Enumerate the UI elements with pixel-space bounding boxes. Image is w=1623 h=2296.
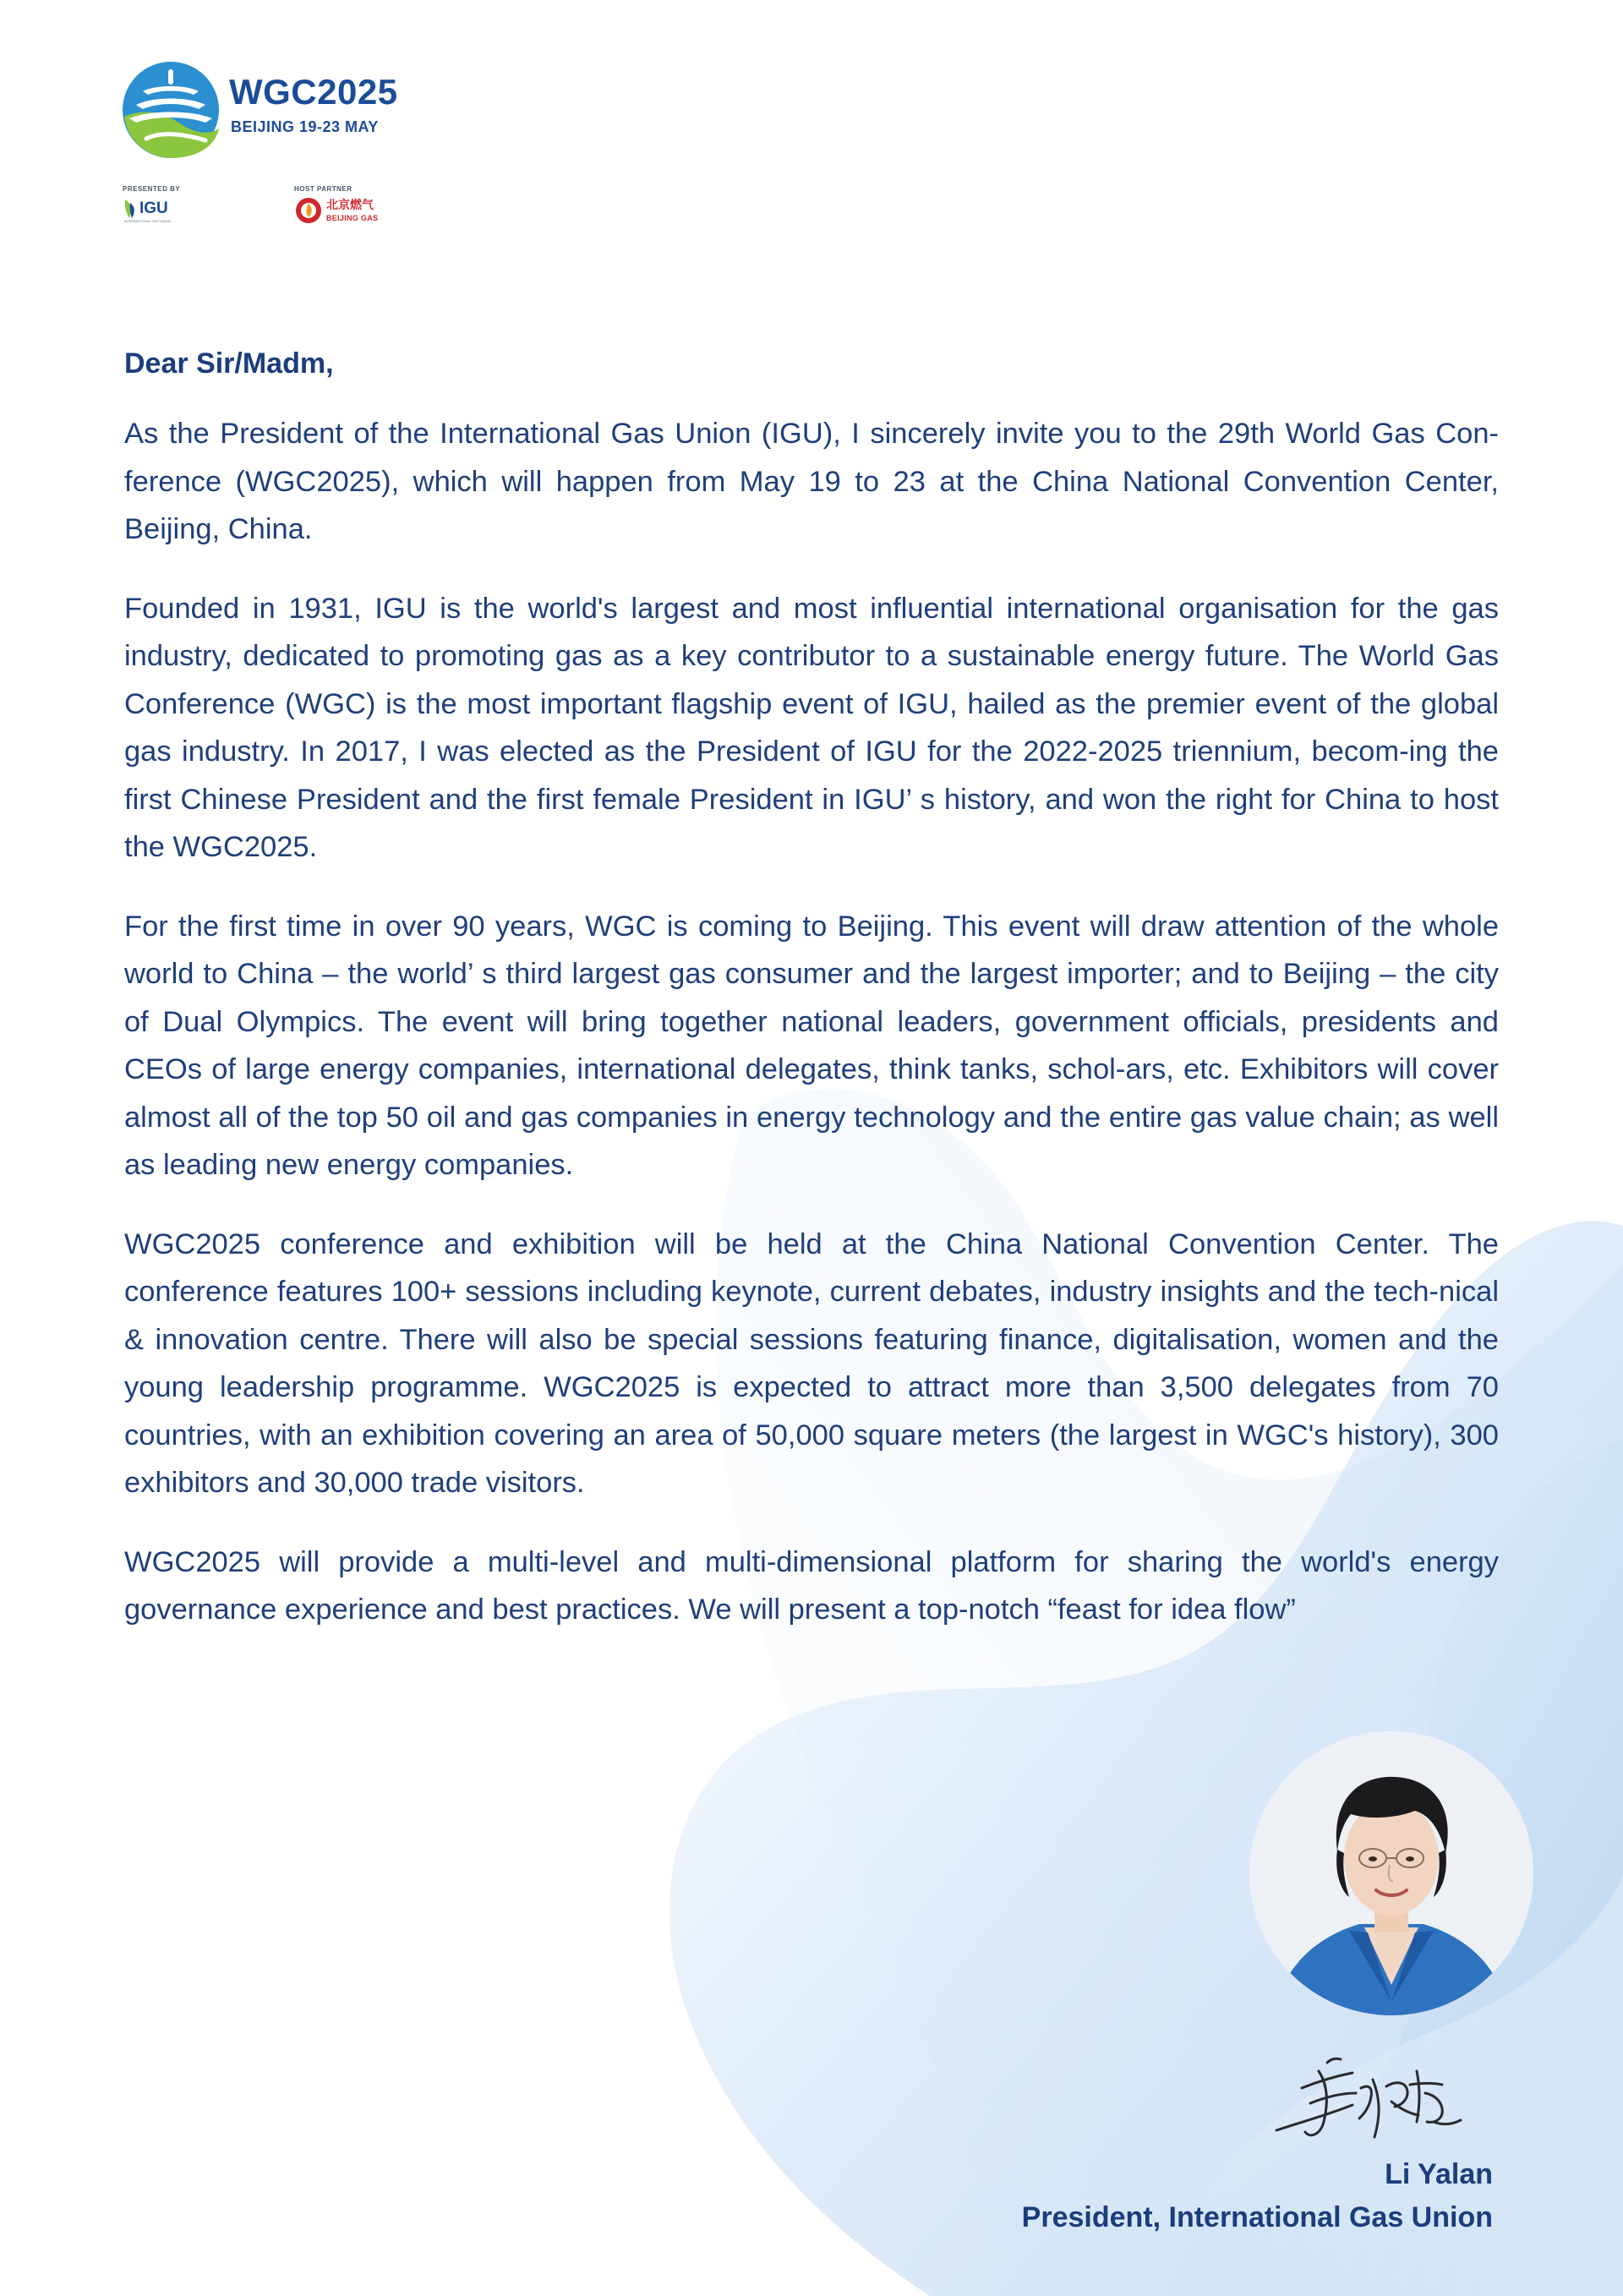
beijing-gas-flame-icon (294, 196, 323, 225)
signer-title: President, International Gas Union (1021, 2201, 1493, 2233)
presented-by-block (123, 185, 181, 223)
paragraph-igu-background: Founded in 1931, IGU is the world's largest and most influential international organisation for the gas industry, dedicated to promoting gas as a key contributor to a sustainable energy future. The World Gas Conference (WGC) is the most important flagship event of IGU, hailed as the premier event of the global gas industry. In 2017, I was elected as the President of IGU for the 2022-2025 triennium, becom-ing the first Chinese President and the first female President in IGU’ s history, and won the right for China to host the WGC2025. (124, 592, 1499, 863)
logo-subtitle: BEIJING 19-23 MAY (231, 118, 379, 135)
temple-of-heaven-logo-icon (121, 57, 221, 161)
beijing-gas-logo (294, 196, 404, 230)
paragraph-wgc-beijing: For the first time in over 90 years, WGC is coming to Beijing. This event will draw attention of the whole world to China – the world’ s third largest gas consumer and the largest importer; and to Beijing – the city of Dual Olympics. The event will bring together national leaders, government officials, presidents and CEOs of large energy companies, international delegates, think tanks, schol-ars, etc. Exhibitors will cover almost all of the top 50 oil and gas companies in energy technology and the entire gas value chain; as well as leading new energy companies. (124, 910, 1499, 1181)
paragraph-platform: WGC2025 will provide a multi-level and multi-dimensional platform for sharing the world's energy governance experience and best practices. We will present a top-notch “feast for idea flow” (124, 1545, 1499, 1626)
igu-logo (123, 198, 190, 228)
logo-title: WGC2025 (229, 72, 398, 112)
host-partner-block (294, 185, 379, 222)
handwritten-signature (1268, 2037, 1471, 2156)
igu-text: IGU (139, 200, 168, 217)
portrait-illustration (1249, 1731, 1533, 2015)
host-partner-label: HOST PARTNER (294, 185, 352, 193)
beijing-gas-english-name: BEIJING GAS (326, 214, 379, 222)
igu-tagline: INTERNATIONAL GAS UNION (124, 220, 172, 223)
president-portrait (1249, 1731, 1533, 2015)
wgc2025-logo (121, 57, 400, 161)
paragraph-invitation: As the President of the International Gas Union (IGU), I sincerely invite you to the 29th World Gas Con-ference (WGC2025), which will happen from May 19 to 23 at the China National Convention Center, Beijing, China. (124, 418, 1499, 545)
paragraph-conference-details: WGC2025 conference and exhibition will be held at the China National Convention Center. The conference features 100+ sessions including keynote, current debates, industry insights and the tech-nical & innovation centre. There will also be special sessions featuring finance, digitalisation, women and the young leadership programme. WGC2025 is expected to attract more than 3,500 delegates from 70 countries, with an exhibition covering an area of 50,000 square meters (the largest in WGC's history), 300 exhibitors and 30,000 trade visitors. (124, 1227, 1499, 1499)
beijing-gas-chinese-name: 北京燃气 (326, 198, 374, 211)
igu-flame-icon (123, 198, 138, 220)
presented-by-label: PRESENTED BY (123, 185, 181, 193)
salutation: Dear Sir/Madm, (124, 347, 334, 380)
signer-name: Li Yalan (1385, 2158, 1493, 2190)
letter-body (124, 410, 1499, 1665)
